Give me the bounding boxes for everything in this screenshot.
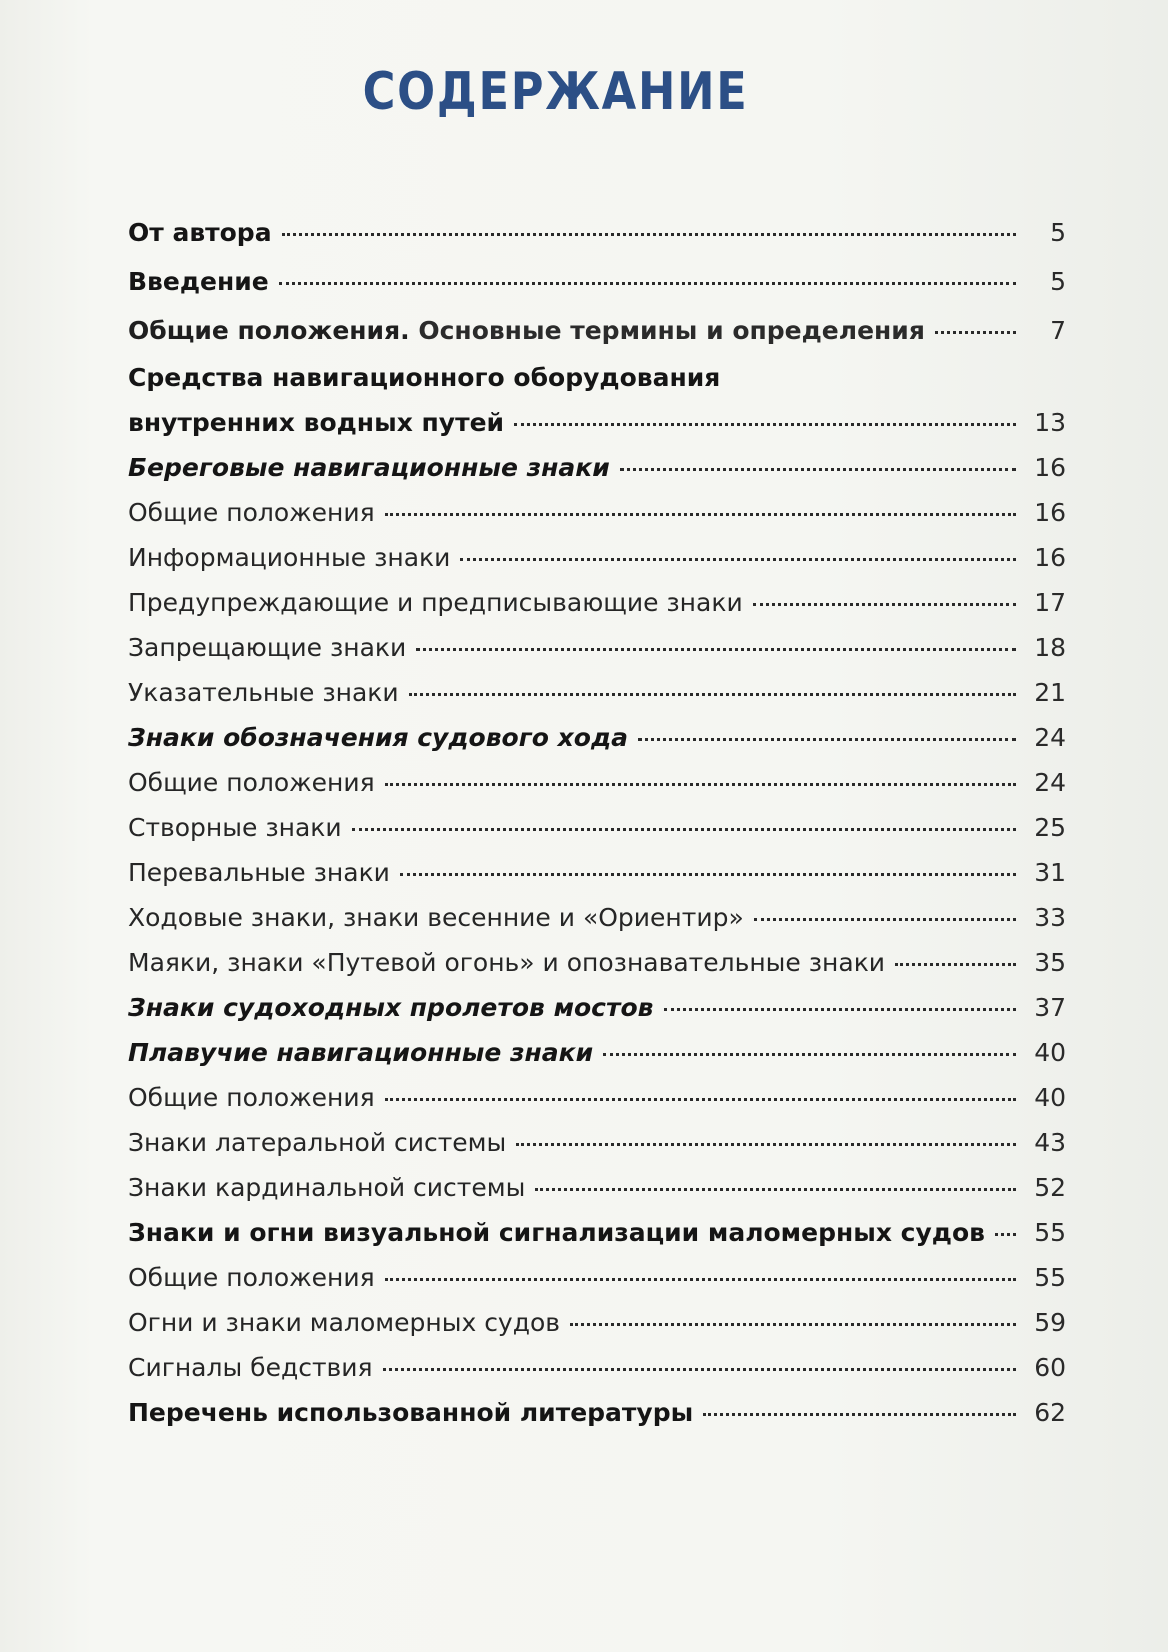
toc-entry-label: Перечень использованной литературы bbox=[128, 1398, 694, 1427]
toc-entry-label: Маяки, знаки «Путевой огонь» и опознавательные знаки bbox=[128, 948, 886, 977]
toc-entry-range-signs[interactable] bbox=[128, 813, 1066, 842]
toc-entry-small-vessels[interactable] bbox=[128, 1218, 1066, 1247]
toc-entry-channel-signs[interactable] bbox=[128, 903, 1066, 932]
toc-entry-distress-signals[interactable] bbox=[128, 1353, 1066, 1382]
dot-leader bbox=[385, 513, 1016, 516]
toc-entry-page: 40 bbox=[1034, 1038, 1066, 1067]
toc-entry-label: Общие положения bbox=[128, 498, 375, 527]
dot-leader bbox=[514, 423, 1016, 426]
toc-entry-info-signs[interactable] bbox=[128, 543, 1066, 572]
dot-leader bbox=[895, 963, 1016, 966]
toc-entry-label: Ходовые знаки, знаки весенние и «Ориентир» bbox=[128, 903, 744, 932]
toc-entry-label: Береговые навигационные знаки bbox=[128, 453, 610, 482]
page-title: СОДЕРЖАНИЕ bbox=[362, 62, 749, 122]
dot-leader bbox=[385, 1278, 1016, 1281]
toc-entry-label: Предупреждающие и предписывающие знаки bbox=[128, 588, 743, 617]
toc-entry-floating-general[interactable] bbox=[128, 1083, 1066, 1112]
toc-entry-small-general[interactable] bbox=[128, 1263, 1066, 1292]
dot-leader bbox=[352, 828, 1016, 831]
toc-entry-prohibiting-signs[interactable] bbox=[128, 633, 1066, 662]
toc-entry-label: Огни и знаки маломерных судов bbox=[128, 1308, 561, 1337]
toc-entry-general-provisions[interactable] bbox=[128, 316, 1066, 345]
dot-leader bbox=[460, 558, 1016, 561]
toc-entry-label: Общие положения bbox=[128, 1083, 375, 1112]
toc-entry-page: 17 bbox=[1034, 588, 1066, 617]
toc-entry-page: 21 bbox=[1034, 678, 1066, 707]
toc-entry-page: 55 bbox=[1034, 1218, 1066, 1247]
toc-entry-navigation-equipment[interactable] bbox=[128, 408, 1066, 437]
toc-entry-label-rest: Основные термины и определения bbox=[409, 316, 925, 345]
toc-entry-page: 40 bbox=[1034, 1083, 1066, 1112]
dot-leader bbox=[279, 282, 1016, 285]
toc-entry-label: Введение bbox=[128, 267, 269, 296]
dot-leader bbox=[703, 1413, 1016, 1416]
dot-leader bbox=[995, 1233, 1016, 1236]
dot-leader bbox=[535, 1188, 1016, 1191]
toc-entry-page: 33 bbox=[1034, 903, 1066, 932]
toc-entry-page: 13 bbox=[1034, 408, 1066, 437]
toc-entry-label: Общие положения bbox=[128, 1263, 375, 1292]
dot-leader bbox=[385, 1098, 1016, 1101]
toc-entry-page: 37 bbox=[1034, 993, 1066, 1022]
toc-entry-warning-signs[interactable] bbox=[128, 588, 1066, 617]
toc-entry-label: Плавучие навигационные знаки bbox=[128, 1038, 594, 1067]
toc-entry-direction-signs[interactable] bbox=[128, 678, 1066, 707]
dot-leader bbox=[620, 468, 1016, 471]
dot-leader bbox=[383, 1368, 1016, 1371]
toc-entry-label: Общие положения bbox=[128, 768, 375, 797]
toc-entry-crossing-signs[interactable] bbox=[128, 858, 1066, 887]
toc-entry-fairway-general[interactable] bbox=[128, 768, 1066, 797]
toc-entry-label: От автора bbox=[128, 218, 272, 247]
toc-entry-label: Знаки судоходных пролетов мостов bbox=[128, 993, 654, 1022]
toc-entry-from-author[interactable] bbox=[128, 218, 1066, 247]
toc-entry-page: 25 bbox=[1034, 813, 1066, 842]
toc-entry-page: 5 bbox=[1050, 267, 1066, 296]
toc-entry-label: Знаки обозначения судового хода bbox=[128, 723, 629, 752]
toc-entry-label: Створные знаки bbox=[128, 813, 342, 842]
dot-leader bbox=[416, 648, 1016, 651]
table-of-contents bbox=[128, 218, 1066, 1427]
toc-entry-page: 59 bbox=[1034, 1308, 1066, 1337]
dot-leader bbox=[385, 783, 1016, 786]
dot-leader bbox=[754, 918, 1016, 921]
toc-entry-label bbox=[128, 316, 929, 345]
toc-entry-bridge-signs[interactable] bbox=[128, 993, 1066, 1022]
toc-entry-label: Знаки кардинальной системы bbox=[128, 1173, 526, 1202]
dot-leader bbox=[282, 233, 1016, 236]
toc-entry-label: Информационные знаки bbox=[128, 543, 451, 572]
toc-entry-shore-signs[interactable] bbox=[128, 453, 1066, 482]
dot-leader bbox=[603, 1053, 1016, 1056]
toc-entry-page: 62 bbox=[1034, 1398, 1066, 1427]
toc-entry-lighthouses[interactable] bbox=[128, 948, 1066, 977]
toc-entry-label-bold: Общие положения. bbox=[128, 316, 410, 345]
toc-entry-shore-general[interactable] bbox=[128, 498, 1066, 527]
dot-leader bbox=[935, 331, 1016, 334]
toc-entry-page: 24 bbox=[1034, 768, 1066, 797]
dot-leader bbox=[516, 1143, 1016, 1146]
toc-entry-page: 43 bbox=[1034, 1128, 1066, 1157]
toc-entry-page: 18 bbox=[1034, 633, 1066, 662]
toc-entry-page: 24 bbox=[1034, 723, 1066, 752]
dot-leader bbox=[753, 603, 1016, 606]
toc-entry-page: 16 bbox=[1034, 453, 1066, 482]
dot-leader bbox=[638, 738, 1016, 741]
dot-leader bbox=[400, 873, 1016, 876]
toc-entry-label: Знаки и огни визуальной сигнализации маломерных судов bbox=[128, 1218, 985, 1247]
toc-entry-floating-signs[interactable] bbox=[128, 1038, 1066, 1067]
toc-entry-label: внутренних водных путей bbox=[128, 408, 505, 437]
toc-entry-page: 16 bbox=[1034, 498, 1066, 527]
toc-entry-page: 35 bbox=[1034, 948, 1066, 977]
toc-entry-page: 5 bbox=[1050, 218, 1066, 247]
toc-entry-label: Запрещающие знаки bbox=[128, 633, 407, 662]
dot-leader bbox=[664, 1008, 1017, 1011]
toc-entry-page: 31 bbox=[1034, 858, 1066, 887]
toc-entry-page: 7 bbox=[1050, 316, 1066, 345]
toc-entry-page: 55 bbox=[1034, 1263, 1066, 1292]
toc-entry-cardinal-system[interactable] bbox=[128, 1173, 1066, 1202]
toc-entry-introduction[interactable] bbox=[128, 267, 1066, 296]
toc-entry-label: Сигналы бедствия bbox=[128, 1353, 373, 1382]
dot-leader bbox=[570, 1323, 1016, 1326]
toc-entry-lateral-system[interactable] bbox=[128, 1128, 1066, 1157]
toc-entry-small-lights[interactable] bbox=[128, 1308, 1066, 1337]
toc-entry-bibliography[interactable] bbox=[128, 1398, 1066, 1427]
toc-entry-page: 16 bbox=[1034, 543, 1066, 572]
toc-entry-navigation-equipment-line1[interactable]: Средства навигационного оборудования bbox=[128, 363, 721, 392]
toc-entry-fairway-signs[interactable] bbox=[128, 723, 1066, 752]
toc-entry-label: Знаки латеральной системы bbox=[128, 1128, 507, 1157]
toc-entry-page: 60 bbox=[1034, 1353, 1066, 1382]
toc-entry-page: 52 bbox=[1034, 1173, 1066, 1202]
toc-entry-label: Указательные знаки bbox=[128, 678, 399, 707]
toc-entry-label: Перевальные знаки bbox=[128, 858, 390, 887]
dot-leader bbox=[409, 693, 1016, 696]
